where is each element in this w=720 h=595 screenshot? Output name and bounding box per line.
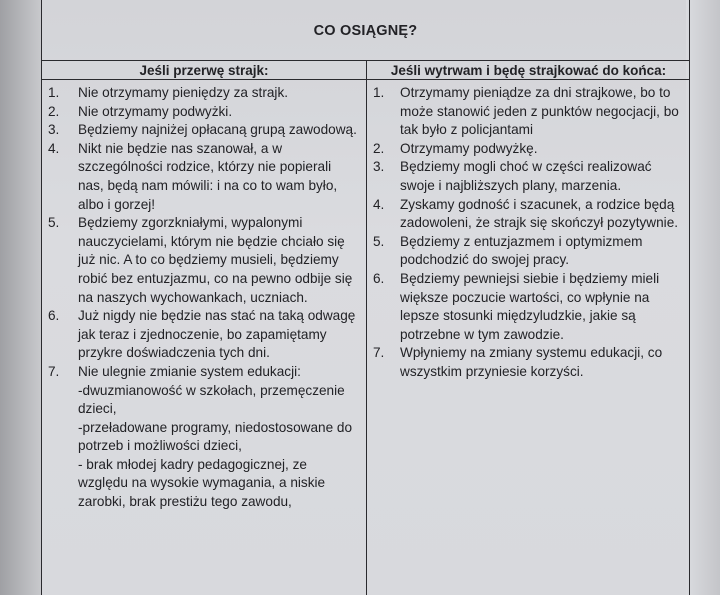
list-item bbox=[48, 84, 358, 103]
list-item bbox=[48, 121, 358, 140]
item-text: Otrzymamy podwyżkę. bbox=[400, 140, 538, 156]
item-text: Nie otrzymamy pieniędzy za strajk. bbox=[78, 85, 289, 100]
document-title: CO OSIĄGNĘ? bbox=[313, 23, 418, 39]
item-number: 6. bbox=[48, 308, 60, 324]
right-column bbox=[366, 60, 690, 595]
list-item bbox=[48, 363, 358, 512]
list-item bbox=[373, 84, 682, 140]
background-right-edge bbox=[686, 0, 720, 595]
item-number: 5. bbox=[373, 233, 385, 249]
item-number: 7. bbox=[48, 363, 60, 379]
item-text: Już nigdy nie będzie nas stać na taką odwagę jak teraz i zjednoczenie, bo zapamiętamy przykre doświadczenia tych dni. bbox=[78, 308, 356, 361]
item-number: 7. bbox=[373, 345, 385, 361]
item-number: 3. bbox=[373, 159, 385, 175]
background-left-edge bbox=[0, 0, 42, 595]
item-text: Wpłyniemy na zmiany systemu edukacji, co wszystkim przyniesie korzyści. bbox=[400, 345, 663, 379]
item-number: 1. bbox=[373, 85, 385, 100]
title-row bbox=[42, 0, 689, 61]
list-item bbox=[373, 158, 682, 195]
list-item bbox=[48, 307, 358, 363]
item-number: 4. bbox=[48, 140, 60, 156]
item-text: Otrzymamy pieniądze za dni strajkowe, bo to może stanowić jeden z punktów negocjacji, bo tak było z policjantami bbox=[400, 85, 679, 138]
list-item bbox=[48, 140, 358, 214]
item-number: 1. bbox=[48, 85, 60, 100]
item-text-group bbox=[78, 363, 358, 512]
item-number: 2. bbox=[373, 140, 385, 156]
list-item bbox=[373, 140, 682, 159]
item-text: Zyskamy godność i szacunek, a rodzice będą zadowoleni, że strajk się skończył pozytywnie. bbox=[400, 196, 679, 231]
left-column bbox=[42, 60, 366, 595]
item-number: 3. bbox=[48, 122, 60, 138]
comparison-table bbox=[41, 0, 690, 595]
right-column-header: Jeśli wytrwam i będę strajkować do końca: bbox=[367, 60, 690, 80]
item-text: Będziemy z entuzjazmem i optymizmem podchodzić do swojej pracy. bbox=[400, 233, 643, 268]
sub-point: - brak młodej kadry pedagogicznej, ze względu na wysokie wymagania, a niskie zarobki, brak prestiżu tego zawodu, bbox=[78, 456, 326, 510]
item-number: 5. bbox=[48, 215, 60, 231]
list-item bbox=[48, 103, 358, 122]
item-text: Będziemy zgorzkniałymi, wypalonymi nauczycielami, którym nie będzie chciało się już nic. A to co będziemy musieli, będziemy robić bez entuzjazmu, co na pewno odbije się na naszych wychowankach, uczniach. bbox=[78, 215, 353, 305]
item-text: Nikt nie będzie nas szanował, a w szczególności rodzice, którzy nie popierali nas, będą nam mówili: i na co to wam było, albo i gorzej! bbox=[78, 140, 338, 212]
sub-point: -przeładowane programy, niedostosowane do potrzeb i możliwości dzieci, bbox=[78, 419, 353, 454]
list-item bbox=[373, 196, 682, 233]
item-text: Będziemy pewniejsi siebie i będziemy mieli większe poczucie wartości, co wpłynie na lepsze stosunki międzyludzkie, jakie są potrzebne w tym zawodzie. bbox=[400, 270, 660, 342]
sub-point: -dwuzmianowość w szkołach, przemęczenie dzieci, bbox=[78, 382, 345, 417]
left-column-header: Jeśli przerwę strajk: bbox=[42, 60, 366, 80]
item-text: Nie otrzymamy podwyżki. bbox=[78, 103, 233, 119]
item-text: Nie ulegnie zmianie system edukacji: bbox=[78, 363, 301, 379]
left-list bbox=[42, 80, 366, 512]
item-text: Będziemy najniżej opłacaną grupą zawodową. bbox=[78, 122, 357, 138]
item-number: 2. bbox=[48, 103, 60, 119]
item-number: 6. bbox=[373, 270, 385, 286]
list-item bbox=[48, 214, 358, 307]
list-item bbox=[373, 270, 682, 344]
right-list bbox=[367, 80, 690, 382]
list-item bbox=[373, 344, 682, 381]
item-text: Będziemy mogli choć w części realizować swoje i najbliższych plany, marzenia. bbox=[400, 159, 652, 193]
list-item bbox=[373, 233, 682, 270]
item-number: 4. bbox=[373, 196, 385, 212]
